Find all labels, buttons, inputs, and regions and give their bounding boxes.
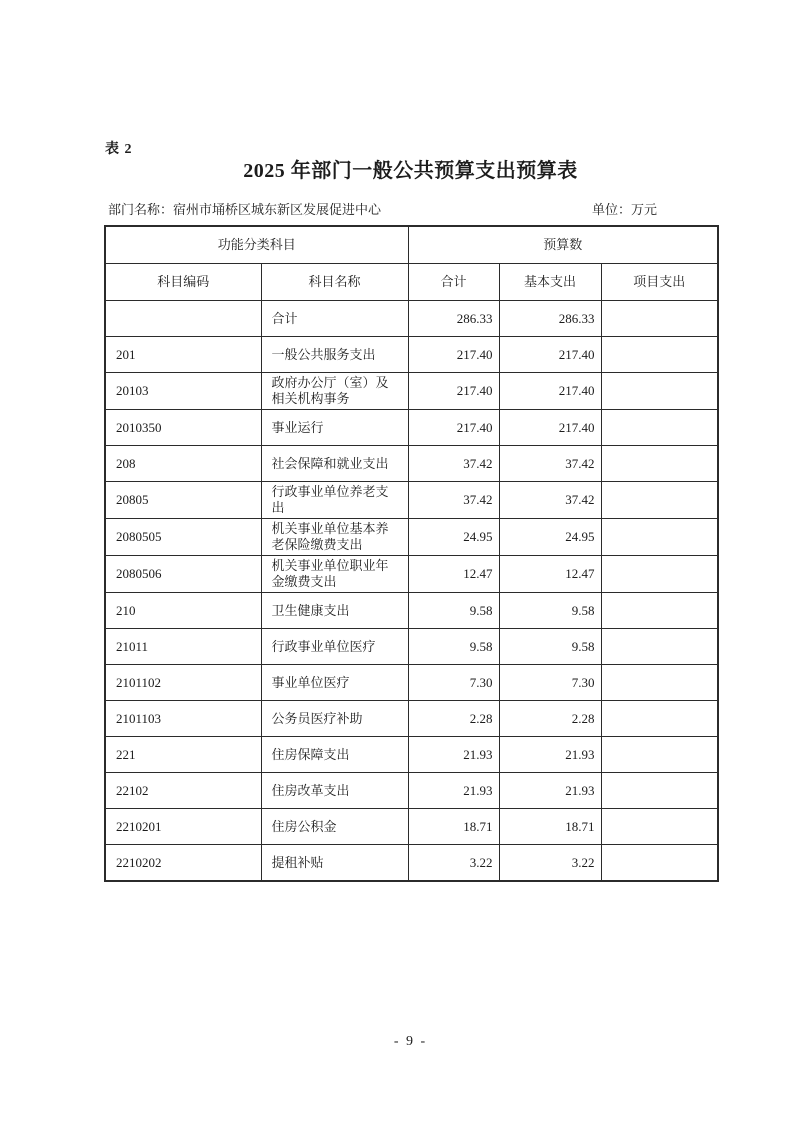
header-function-category: 功能分类科目 [105, 226, 408, 264]
subject-name-cell: 提租补贴 [261, 845, 408, 882]
total-cell: 21.93 [408, 773, 499, 809]
basic-expenditure-cell: 9.58 [499, 629, 601, 665]
basic-expenditure-cell: 217.40 [499, 337, 601, 373]
basic-expenditure-cell: 217.40 [499, 373, 601, 410]
total-cell: 21.93 [408, 737, 499, 773]
project-expenditure-cell [601, 410, 718, 446]
total-cell: 217.40 [408, 373, 499, 410]
table-header-group-row [105, 226, 718, 264]
project-expenditure-cell [601, 593, 718, 629]
subject-code-cell: 2210202 [105, 845, 261, 882]
subject-name-cell: 社会保障和就业支出 [261, 446, 408, 482]
basic-expenditure-cell: 286.33 [499, 301, 601, 337]
subject-code-cell: 2080506 [105, 556, 261, 593]
project-expenditure-cell [601, 845, 718, 882]
department-name-label: 部门名称：宿州市埇桥区城东新区发展促进中心 [108, 202, 382, 217]
table-row [105, 410, 718, 446]
subject-name-cell: 事业运行 [261, 410, 408, 446]
subject-code-cell: 2101102 [105, 665, 261, 701]
basic-expenditure-cell: 3.22 [499, 845, 601, 882]
basic-expenditure-cell: 7.30 [499, 665, 601, 701]
subject-name-cell: 住房保障支出 [261, 737, 408, 773]
basic-expenditure-cell: 21.93 [499, 737, 601, 773]
subject-name-cell: 一般公共服务支出 [261, 337, 408, 373]
header-basic-expenditure: 基本支出 [499, 264, 601, 301]
project-expenditure-cell [601, 519, 718, 556]
page-number: - 9 - [393, 1034, 428, 1049]
table-header-columns-row [105, 264, 718, 301]
table-row [105, 482, 718, 519]
subject-code-cell: 2210201 [105, 809, 261, 845]
header-total: 合计 [408, 264, 499, 301]
meta-row [108, 201, 657, 218]
basic-expenditure-cell: 217.40 [499, 410, 601, 446]
total-cell: 286.33 [408, 301, 499, 337]
total-cell: 9.58 [408, 629, 499, 665]
header-subject-code: 科目编码 [105, 264, 261, 301]
subject-name-cell: 卫生健康支出 [261, 593, 408, 629]
subject-name-cell: 机关事业单位基本养老保险缴费支出 [261, 519, 408, 556]
subject-code-cell: 2010350 [105, 410, 261, 446]
unit-label: 单位：万元 [591, 202, 657, 217]
basic-expenditure-cell: 12.47 [499, 556, 601, 593]
total-cell: 12.47 [408, 556, 499, 593]
subject-code-cell: 201 [105, 337, 261, 373]
subject-code-cell: 221 [105, 737, 261, 773]
subject-name-cell: 政府办公厅（室）及相关机构事务 [261, 373, 408, 410]
subject-code-cell: 208 [105, 446, 261, 482]
basic-expenditure-cell: 37.42 [499, 482, 601, 519]
subject-code-cell: 21011 [105, 629, 261, 665]
project-expenditure-cell [601, 556, 718, 593]
total-cell: 217.40 [408, 337, 499, 373]
project-expenditure-cell [601, 482, 718, 519]
project-expenditure-cell [601, 446, 718, 482]
project-expenditure-cell [601, 629, 718, 665]
total-cell: 18.71 [408, 809, 499, 845]
header-budget-amount: 预算数 [408, 226, 718, 264]
table-row [105, 809, 718, 845]
basic-expenditure-cell: 24.95 [499, 519, 601, 556]
table-row [105, 373, 718, 410]
table-row [105, 301, 718, 337]
table-row [105, 737, 718, 773]
subject-code-cell: 22102 [105, 773, 261, 809]
subject-code-cell: 2101103 [105, 701, 261, 737]
project-expenditure-cell [601, 773, 718, 809]
basic-expenditure-cell: 37.42 [499, 446, 601, 482]
subject-name-cell: 机关事业单位职业年金缴费支出 [261, 556, 408, 593]
table-number-label: 表 2 [105, 142, 133, 157]
subject-code-cell: 210 [105, 593, 261, 629]
subject-name-cell: 行政事业单位养老支出 [261, 482, 408, 519]
subject-name-cell: 住房公积金 [261, 809, 408, 845]
subject-code-cell: 20103 [105, 373, 261, 410]
subject-code-cell: 20805 [105, 482, 261, 519]
table-row [105, 337, 718, 373]
project-expenditure-cell [601, 301, 718, 337]
total-cell: 37.42 [408, 446, 499, 482]
project-expenditure-cell [601, 373, 718, 410]
subject-name-cell: 住房改革支出 [261, 773, 408, 809]
table-row [105, 446, 718, 482]
table-row [105, 593, 718, 629]
subject-name-cell: 合计 [261, 301, 408, 337]
table-row [105, 629, 718, 665]
total-cell: 7.30 [408, 665, 499, 701]
subject-code-cell [105, 301, 261, 337]
project-expenditure-cell [601, 337, 718, 373]
basic-expenditure-cell: 9.58 [499, 593, 601, 629]
project-expenditure-cell [601, 809, 718, 845]
subject-name-cell: 行政事业单位医疗 [261, 629, 408, 665]
basic-expenditure-cell: 21.93 [499, 773, 601, 809]
total-cell: 3.22 [408, 845, 499, 882]
project-expenditure-cell [601, 737, 718, 773]
total-cell: 217.40 [408, 410, 499, 446]
total-cell: 37.42 [408, 482, 499, 519]
header-subject-name: 科目名称 [261, 264, 408, 301]
basic-expenditure-cell: 18.71 [499, 809, 601, 845]
table-row [105, 519, 718, 556]
table-row [105, 556, 718, 593]
subject-code-cell: 2080505 [105, 519, 261, 556]
budget-table [104, 225, 719, 882]
total-cell: 9.58 [408, 593, 499, 629]
table-row [105, 665, 718, 701]
total-cell: 2.28 [408, 701, 499, 737]
project-expenditure-cell [601, 665, 718, 701]
subject-name-cell: 事业单位医疗 [261, 665, 408, 701]
basic-expenditure-cell: 2.28 [499, 701, 601, 737]
total-cell: 24.95 [408, 519, 499, 556]
table-row [105, 773, 718, 809]
header-project-expenditure: 项目支出 [601, 264, 718, 301]
table-row [105, 701, 718, 737]
table-row [105, 845, 718, 882]
subject-name-cell: 公务员医疗补助 [261, 701, 408, 737]
page-title: 2025 年部门一般公共预算支出预算表 [243, 160, 578, 182]
project-expenditure-cell [601, 701, 718, 737]
table-body [105, 301, 718, 882]
